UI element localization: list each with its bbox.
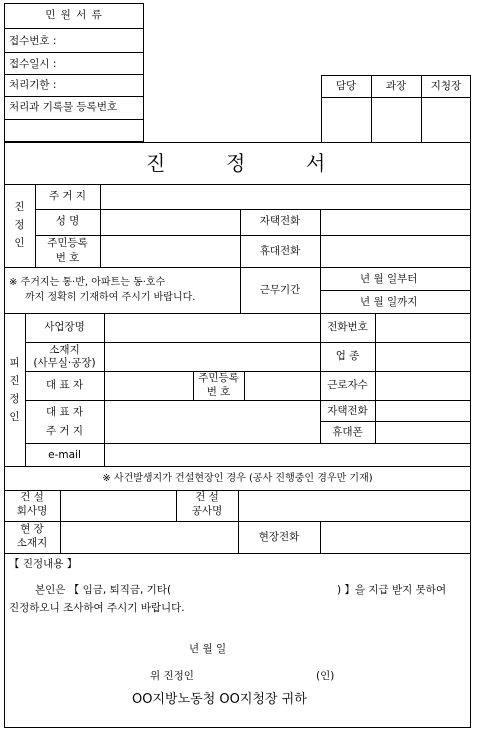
petitioner-name-field[interactable]	[101, 210, 239, 234]
construction-company-label-1: 건 설	[20, 491, 44, 503]
ceo-label: 대 표 자	[45, 379, 84, 391]
divider	[4, 96, 144, 97]
divider	[4, 74, 144, 75]
construction-work-label-2: 공사명	[191, 505, 223, 517]
ceo-id-label-2: 번 호	[206, 386, 231, 398]
receipt-header: 민 원 서 류	[45, 9, 103, 21]
ceo-mobile-field[interactable]	[376, 422, 470, 442]
email-label: e-mail	[48, 449, 81, 461]
content-body-2: 진정하오니 조사하여 주시기 바랍니다.	[9, 602, 185, 614]
construction-site-label-2: 소재지	[16, 537, 48, 549]
industry-label: 업 종	[335, 350, 360, 362]
ceo-home-phone-field[interactable]	[376, 401, 470, 420]
registry-number-label: 처리과 기록물 등록번호	[9, 101, 118, 113]
divider	[4, 119, 144, 120]
title-char-1: 진	[146, 151, 166, 175]
divider	[4, 466, 471, 467]
employees-field[interactable]	[376, 372, 470, 399]
respondent-section-label-3: 정	[9, 393, 20, 405]
approval-manager: 과장	[385, 80, 407, 92]
content-heading: 【 진정내용 】	[9, 558, 78, 570]
other-reason-field[interactable]	[225, 582, 335, 598]
receipt-date-label: 접수일시 :	[9, 58, 57, 70]
workplace-label: 사업장명	[44, 321, 85, 333]
petitioner-mobile-label: 휴대전화	[259, 245, 301, 257]
location-label-1: 소재지	[49, 344, 80, 356]
divider	[4, 267, 471, 268]
deadline-label: 처리기한 :	[9, 79, 57, 91]
petitioner-section-label-3: 인	[14, 237, 25, 249]
receipt-number-label: 접수번호 :	[9, 35, 57, 47]
workplace-field[interactable]	[105, 314, 319, 341]
petitioner-address-label: 주 거 지	[48, 190, 87, 202]
site-phone-field[interactable]	[321, 522, 470, 552]
petitioner-name-label: 성 명	[55, 215, 80, 227]
petitioner-mobile-field[interactable]	[321, 236, 470, 266]
petitioner-address-field[interactable]	[101, 185, 470, 208]
site-phone-label: 현장전화	[258, 531, 300, 543]
construction-company-field[interactable]	[61, 491, 175, 520]
content-date[interactable]: 년 월 일	[189, 643, 227, 655]
approval-staff: 담당	[335, 80, 357, 92]
petitioner-home-phone-field[interactable]	[321, 210, 470, 234]
workplace-phone-field[interactable]	[376, 314, 470, 341]
divider	[4, 52, 144, 53]
ceo-home-phone-label: 자택전화	[327, 405, 368, 417]
divider	[4, 28, 144, 29]
construction-site-label-1: 현 장	[20, 523, 44, 535]
work-period-to[interactable]: 년 월 일까지	[360, 296, 418, 308]
email-field[interactable]	[105, 444, 470, 465]
divider	[4, 553, 471, 554]
construction-work-label-1: 건 설	[195, 491, 219, 503]
petitioner-note-1: ※ 주거지는 통·반, 아파트는 동·호수	[9, 277, 166, 288]
employees-label: 근로자수	[327, 379, 368, 391]
respondent-section-label-1: 피	[9, 357, 20, 369]
petitioner-id-label-2: 번 호	[55, 252, 80, 264]
location-field[interactable]	[105, 343, 319, 370]
approval-director: 지청장	[430, 80, 462, 92]
signer-label: 위 진정인	[150, 670, 194, 682]
respondent-section-label-2: 진	[9, 375, 20, 387]
content-body-1b: ) 】을 지급 받지 못하여	[337, 584, 447, 596]
divider	[321, 97, 471, 98]
workplace-phone-label: 전화번호	[327, 321, 368, 333]
petitioner-note-2: 까지 정확히 기재하여 주시기 바랍니다.	[25, 292, 196, 303]
signer-name-field[interactable]	[210, 667, 310, 683]
ceo-address-field[interactable]	[105, 401, 319, 442]
respondent-section-label-4: 인	[9, 411, 20, 423]
petitioner-home-phone-label: 자택전화	[259, 215, 301, 227]
construction-note: ※ 사건발생지가 건설현장인 경우 (공사 진행중인 경우만 기재)	[102, 473, 373, 484]
work-period-label: 근무기간	[259, 284, 301, 296]
title-char-2: 정	[226, 151, 246, 175]
petitioner-id-label-1: 주민등록	[47, 237, 88, 249]
title-char-3: 서	[306, 151, 326, 175]
ceo-mobile-label: 휴대폰	[332, 426, 363, 438]
ceo-field[interactable]	[105, 372, 192, 399]
construction-site-field[interactable]	[61, 522, 237, 552]
ceo-id-label-1: 주민등록	[198, 372, 239, 384]
seal-mark: (인)	[316, 670, 335, 682]
petitioner-id-field[interactable]	[101, 236, 239, 266]
petitioner-section-label-1: 진	[14, 201, 25, 213]
ceo-address-label-2: 주 거 지	[45, 425, 84, 437]
work-period-from[interactable]: 년 월 일부터	[360, 273, 418, 285]
receipt-box	[4, 3, 144, 142]
construction-work-field[interactable]	[239, 491, 470, 520]
location-label-2: (사무실·공장)	[33, 357, 96, 369]
construction-company-label-2: 회사명	[16, 505, 48, 517]
ceo-id-field[interactable]	[245, 372, 319, 399]
divider	[320, 290, 471, 291]
petitioner-section-label-2: 정	[14, 219, 25, 231]
industry-field[interactable]	[376, 343, 470, 370]
ceo-address-label-1: 대 표 자	[45, 406, 84, 418]
addressee: OO지방노동청 OO지청장 귀하	[132, 692, 307, 707]
content-body-1a: 본인은 【 임금, 퇴직금, 기타(	[35, 584, 172, 596]
